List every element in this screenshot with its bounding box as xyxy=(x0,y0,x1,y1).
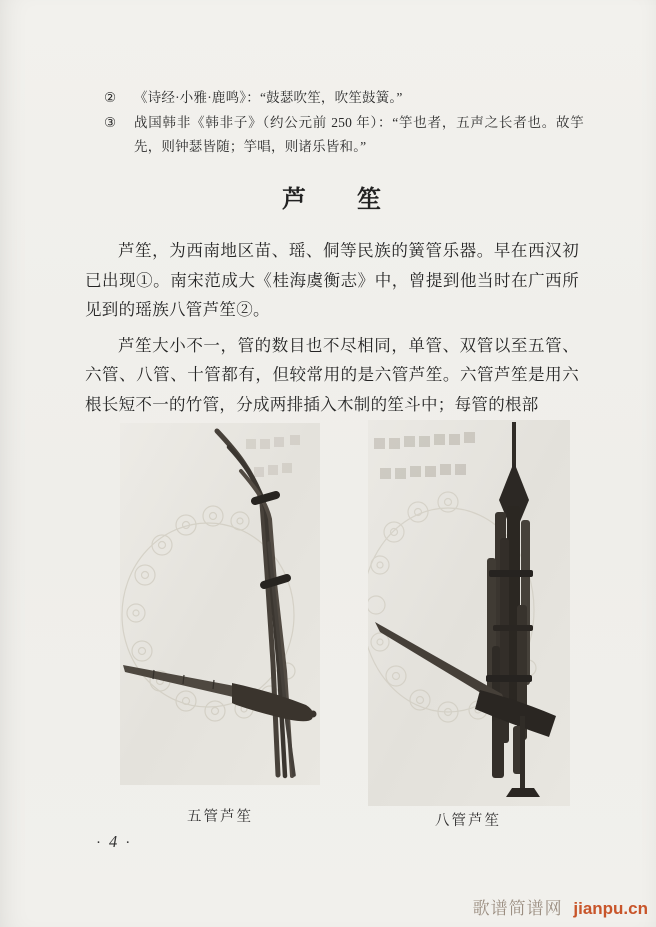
page-number xyxy=(92,832,134,852)
wind-chest-tip xyxy=(310,711,317,718)
body-text xyxy=(85,236,579,419)
page-title: 芦 笙 xyxy=(282,187,382,213)
page-number-dot: · xyxy=(125,835,131,851)
footnotes-block xyxy=(104,86,584,160)
footnote xyxy=(104,86,584,111)
five-pipe-lusheng-illustration xyxy=(120,423,320,785)
footnote xyxy=(104,111,584,160)
footnote-text: 《诗经·小雅·鹿鸣》：“鼓瑟吹笙，吹笙鼓簧。” xyxy=(134,90,403,105)
footnote-marker: ③ xyxy=(104,114,117,130)
figure-caption: 五管芦笙 xyxy=(187,809,253,825)
footnote-text: 战国韩非《韩非子》（约公元前 250 年）：“竽也者，五声之长者也。故竽先，则钟瑟皆随；竽唱，则诸乐皆和。” xyxy=(134,114,584,154)
figure-photo-five-pipe-lusheng xyxy=(120,423,320,785)
figures-area xyxy=(0,420,656,850)
page-number-value: 4 xyxy=(109,832,118,851)
page-number-dot: · xyxy=(96,835,101,851)
watermark-site-url: jianpu.cn xyxy=(573,899,648,918)
watermark-site-name: 歌谱简谱网 xyxy=(472,899,563,918)
eight-pipe-lusheng-illustration xyxy=(368,420,570,806)
figure-caption: 八管芦笙 xyxy=(435,813,501,829)
stand-leg xyxy=(520,716,525,790)
footnote-marker: ② xyxy=(104,90,117,105)
figure-photo-eight-pipe-lusheng xyxy=(368,420,570,806)
paragraph: 芦笙大小不一，管的数目也不尽相同，单管、双管以至五管、六管、八管、十管都有，但较常用的是六管芦笙。六管芦笙是用六根长短不一的竹管，分成两排插入木制的笙斗中；每管的根部 xyxy=(85,335,579,414)
paragraph: 芦笙，为西南地区苗、瑶、侗等民族的簧管乐器。早在西汉初已出现①。南宋范成大《桂海虞衡志》中，曾提到他当时在广西所见到的瑶族八管芦笙②。 xyxy=(85,241,579,319)
watermark xyxy=(473,894,648,919)
top-spike xyxy=(512,422,516,468)
